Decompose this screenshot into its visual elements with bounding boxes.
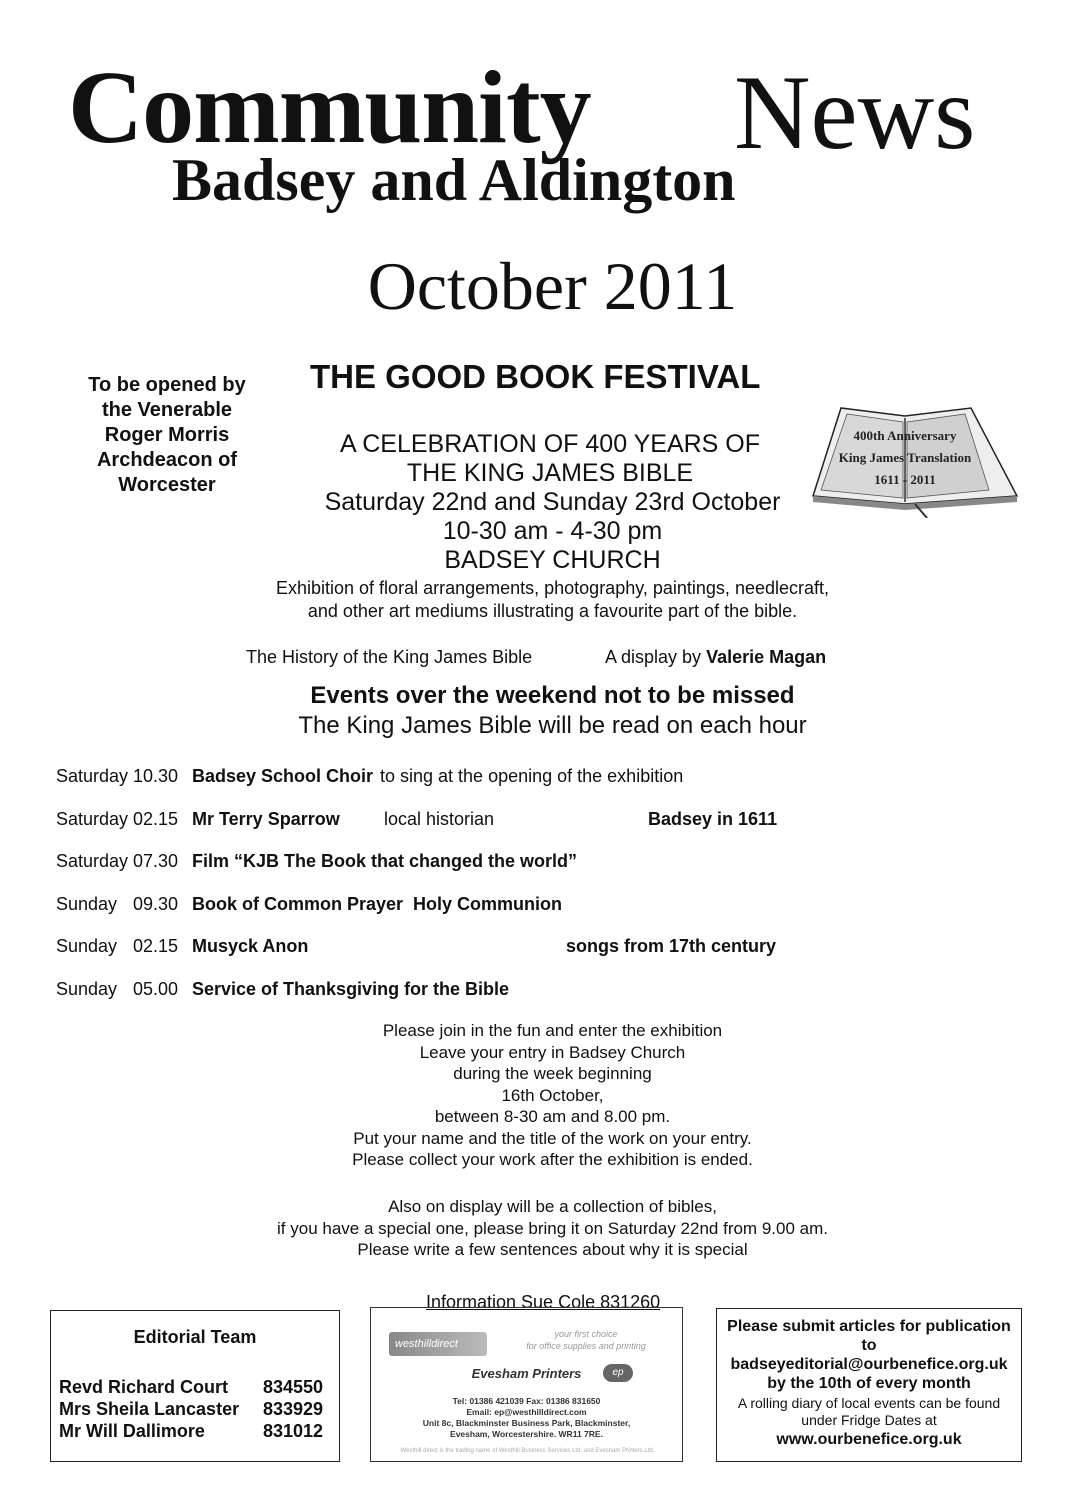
schedule-day: Saturday xyxy=(56,809,129,829)
masthead-news: News xyxy=(734,54,976,171)
schedule-row xyxy=(56,936,1056,960)
contact-line: Unit 8c, Blackminster Business Park, Blackminster, xyxy=(422,1418,631,1428)
schedule-time: 07.30 xyxy=(133,851,179,871)
editor-name: Revd Richard Court xyxy=(59,1377,229,1397)
benefice-url: www.ourbenefice.org.uk xyxy=(776,1431,962,1448)
bible-image-line2: King James Translation xyxy=(838,450,972,465)
exhibition-line: Exhibition of floral arrangements, photography, paintings, needlecraft, xyxy=(276,578,829,598)
instruction-line: Please collect your work after the exhibition is ended. xyxy=(352,1150,753,1169)
festival-date-line: Saturday 22nd and Sunday 23rd October xyxy=(324,488,781,516)
bible-image-line3: 1611 - 2011 xyxy=(874,472,936,487)
submission-box xyxy=(716,1308,1022,1462)
westhill-logo-text: westhilldirect xyxy=(395,1338,458,1350)
entry-instructions xyxy=(0,1020,1085,1171)
contact-line: Email: ep@westhilldirect.com xyxy=(466,1407,587,1417)
masthead-community: Community xyxy=(68,50,591,165)
schedule-extra: Badsey in 1611 xyxy=(648,809,778,829)
westhill-logo xyxy=(389,1332,487,1356)
display-name: Valerie Magan xyxy=(706,647,827,667)
schedule-extra: songs from 17th century xyxy=(566,936,777,956)
bible-image-line1: 400th Anniversary xyxy=(853,428,957,443)
instruction-line: Put your name and the title of the work on your entry. xyxy=(353,1128,752,1148)
festival-celebration xyxy=(290,430,810,488)
schedule-row xyxy=(56,894,1056,918)
collection-line: Also on display will be a collection of bibles, xyxy=(388,1197,717,1216)
exhibition-line: and other art mediums illustrating a favourite part of the bible. xyxy=(307,601,798,621)
schedule-title: Mr Terry Sparrow xyxy=(192,809,340,829)
instruction-line: Leave your entry in Badsey Church xyxy=(419,1042,686,1062)
instruction-line: between 8-30 am and 8.00 pm. xyxy=(434,1107,671,1126)
display-prefix: A display by xyxy=(605,647,702,667)
editor-phone: 834550 xyxy=(263,1377,324,1397)
schedule-day: Sunday xyxy=(56,936,118,956)
ep-badge-icon: ep xyxy=(603,1364,633,1382)
submission-deadline: by the 10th of every month xyxy=(767,1375,971,1392)
schedule-row xyxy=(56,851,1056,875)
submission-line: to xyxy=(861,1337,877,1354)
editor-name: Mr Will Dallimore xyxy=(59,1421,205,1441)
celebration-line: THE KING JAMES BIBLE xyxy=(406,459,694,487)
schedule-time: 02.15 xyxy=(133,936,179,956)
submission-line: Please submit articles for publication xyxy=(727,1318,1011,1335)
bible-collection-note xyxy=(0,1196,1085,1261)
contact-line: Evesham, Worcestershire. WR11 7RE. xyxy=(450,1429,603,1439)
schedule-title: Musyck Anon xyxy=(192,936,309,956)
tagline-line: for office supplies and printing xyxy=(526,1341,646,1351)
opener-note xyxy=(56,373,278,498)
festival-time-line: 10-30 am - 4-30 pm xyxy=(442,517,663,545)
schedule-detail: local historian xyxy=(384,809,495,829)
festival-title: THE GOOD BOOK FESTIVAL xyxy=(310,358,761,395)
editor-phone: 831012 xyxy=(263,1421,324,1441)
display-credit xyxy=(605,647,826,668)
opener-line: Roger Morris xyxy=(104,424,230,446)
schedule-title: Book of Common Prayer Holy Communion xyxy=(192,894,563,914)
opener-line: Archdeacon of xyxy=(96,449,238,471)
editorial-team-box xyxy=(50,1310,340,1462)
masthead-place: Badsey and Aldington xyxy=(172,147,736,213)
opener-line: To be opened by xyxy=(88,374,246,396)
events-subheading: The King James Bible will be read on each hour xyxy=(298,712,807,739)
printer-tagline xyxy=(501,1328,671,1352)
schedule-time: 02.15 xyxy=(133,809,179,829)
contact-line: Tel: 01386 421039 Fax: 01386 831650 xyxy=(452,1396,601,1406)
rolling-diary-note xyxy=(717,1395,1021,1429)
schedule-day: Sunday xyxy=(56,979,118,999)
exhibition-description xyxy=(0,577,1085,623)
instruction-line: Please join in the fun and enter the exhibition xyxy=(382,1021,723,1040)
editorial-title: Editorial Team xyxy=(133,1327,257,1347)
schedule-row xyxy=(56,809,1056,833)
schedule-time: 09.30 xyxy=(133,894,179,914)
printer-advert xyxy=(370,1307,683,1462)
collection-line: if you have a special one, please bring it on Saturday 22nd from 9.00 am. xyxy=(277,1218,828,1238)
festival-dates xyxy=(0,488,1085,575)
submission-email: badseyeditorial@ourbenefice.org.uk xyxy=(730,1356,1008,1373)
festival-venue-line: BADSEY CHURCH xyxy=(444,546,661,574)
schedule-detail: to sing at the opening of the exhibition xyxy=(380,766,684,786)
schedule-row xyxy=(56,979,1056,1003)
issue-date: October 2011 xyxy=(367,248,738,324)
schedule-title: Film “KJB The Book that changed the world” xyxy=(192,851,578,871)
opener-line: Worcester xyxy=(118,474,216,496)
printer-contact xyxy=(371,1396,682,1440)
opener-line: the Venerable xyxy=(101,399,233,421)
schedule-title: Service of Thanksgiving for the Bible xyxy=(192,979,510,999)
information-contact: Information Sue Cole 831260 xyxy=(426,1292,661,1312)
tagline-line: your first choice xyxy=(554,1329,618,1339)
editor-name: Mrs Sheila Lancaster xyxy=(59,1399,240,1419)
editor-phone: 833929 xyxy=(263,1399,324,1419)
schedule-time: 05.00 xyxy=(133,979,179,999)
schedule-day: Saturday xyxy=(56,766,129,786)
schedule-title: Badsey School Choir xyxy=(192,766,374,786)
schedule-row xyxy=(56,766,1056,790)
schedule-time: 10.30 xyxy=(133,766,179,786)
collection-line: Please write a few sentences about why it is special xyxy=(357,1240,748,1259)
celebration-line: A CELEBRATION OF 400 YEARS OF xyxy=(339,430,761,458)
instruction-line: 16th October, xyxy=(501,1085,604,1105)
rolling-line: under Fridge Dates at xyxy=(801,1412,937,1428)
printer-footer: Westhill direct is the trading name of Westhill Business Services Ltd. and Evesham Printers Ltd. xyxy=(400,1448,655,1454)
history-display-title: The History of the King James Bible xyxy=(246,647,533,667)
schedule-day: Saturday xyxy=(56,851,129,871)
printer-name: Evesham Printers xyxy=(471,1366,582,1381)
rolling-line: A rolling diary of local events can be found xyxy=(737,1395,1001,1411)
events-heading: Events over the weekend not to be missed xyxy=(310,682,795,709)
submission-text xyxy=(717,1317,1021,1393)
instruction-line: during the week beginning xyxy=(453,1064,652,1083)
schedule-day: Sunday xyxy=(56,894,118,914)
